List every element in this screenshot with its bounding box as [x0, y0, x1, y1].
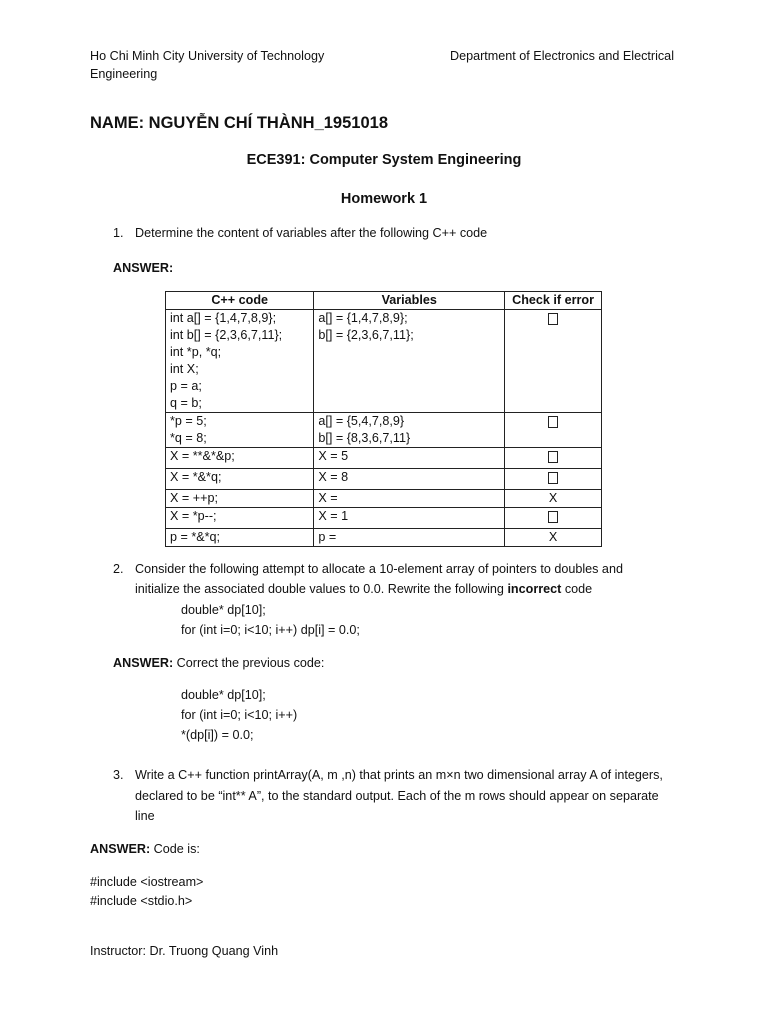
q2-code-line: double* dp[10]; [181, 603, 266, 617]
cell-variables [314, 469, 505, 490]
cell-check-error [505, 508, 602, 529]
cell-variables [314, 310, 505, 413]
cell-check-error [505, 310, 602, 413]
header-check-error: Check if error [505, 292, 602, 310]
cell-cpp-code [166, 413, 314, 448]
cell-variables [314, 529, 505, 547]
cell-variables [314, 508, 505, 529]
cell-check-error [505, 490, 602, 508]
cell-cpp-code [166, 529, 314, 547]
code-line: X = **&*&p; [170, 449, 235, 463]
q2-answer-code-line: *(dp[i]) = 0.0; [181, 728, 254, 742]
q2-text-incorrect: incorrect [507, 582, 562, 596]
table-header-row [166, 292, 602, 310]
table-row [166, 448, 602, 469]
q2-answer-label: ANSWER: [113, 656, 174, 670]
header-cpp-code: C++ code [166, 292, 314, 310]
code-line: int *p, *q; [170, 345, 222, 359]
cell-check-error [505, 469, 602, 490]
cell-cpp-code [166, 448, 314, 469]
q1-text: Determine the content of variables after the following C++ code [135, 226, 488, 240]
footer-instructor: Instructor: Dr. Truong Quang Vinh [90, 944, 279, 958]
cell-cpp-code [166, 469, 314, 490]
header-university: Ho Chi Minh City University of Technology [90, 49, 325, 63]
q3-number: 3. [113, 768, 124, 782]
variable-line: X = [318, 491, 338, 505]
code-line: int a[] = {1,4,7,8,9}; [170, 311, 277, 325]
empty-checkbox-icon [548, 416, 558, 428]
empty-checkbox-icon [548, 451, 558, 463]
empty-checkbox-icon [548, 511, 558, 523]
code-line: *p = 5; [170, 414, 207, 428]
empty-checkbox-icon [548, 313, 558, 325]
q2-answer-code-line: double* dp[10]; [181, 688, 266, 702]
table-row [166, 490, 602, 508]
cell-cpp-code [166, 508, 314, 529]
q1-answer-table [165, 291, 602, 547]
variable-line: X = 5 [318, 449, 349, 463]
cell-variables [314, 448, 505, 469]
table-row [166, 508, 602, 529]
cell-variables [314, 413, 505, 448]
variable-line: a[] = {5,4,7,8,9} [318, 414, 405, 428]
cell-check-error [505, 529, 602, 547]
q3-text-line: declared to be “int** A”, to the standard output. Each of the m rows should appear on separate [135, 789, 659, 803]
code-line: int X; [170, 362, 199, 376]
q3-text-line: line [135, 809, 155, 823]
q3-answer-text: Code is: [150, 842, 200, 856]
error-mark: X [548, 491, 558, 505]
code-line: X = ++p; [170, 491, 218, 505]
table-row [166, 413, 602, 448]
q2-text-suffix: code [561, 582, 593, 596]
code-line: p = a; [170, 379, 202, 393]
header-variables: Variables [314, 292, 505, 310]
code-line: p = *&*q; [170, 530, 221, 544]
table-row [166, 529, 602, 547]
q2-answer [113, 654, 324, 672]
variable-line: X = 8 [318, 470, 349, 484]
cell-cpp-code [166, 310, 314, 413]
cell-check-error [505, 413, 602, 448]
course-title: ECE391: Computer System Engineering [246, 152, 522, 168]
error-mark: X [548, 530, 558, 544]
q2-text-prefix: initialize the associated double values to 0.0. Rewrite the following [135, 582, 508, 596]
variable-line: X = 1 [318, 509, 349, 523]
variable-line: b[] = {2,3,6,7,11}; [318, 328, 414, 342]
table-row [166, 310, 602, 413]
q1-answer-label: ANSWER: [113, 261, 174, 275]
variable-line: a[] = {1,4,7,8,9}; [318, 311, 408, 325]
code-line: X = *p--; [170, 509, 217, 523]
header-department: Department of Electronics and Electrical [450, 49, 674, 63]
empty-checkbox-icon [548, 472, 558, 484]
q3-text-line: Write a C++ function printArray(A, m ,n) that prints an m×n two dimensional array A of integers, [135, 768, 663, 782]
code-line: q = b; [170, 396, 202, 410]
q3-answer-label: ANSWER: [90, 842, 151, 856]
q3-answer [90, 840, 200, 858]
q2-text-line2 [135, 580, 592, 598]
code-line: int b[] = {2,3,6,7,11}; [170, 328, 283, 342]
q2-answer-code-line: for (int i=0; i<10; i++) [181, 708, 298, 722]
variable-line: b[] = {8,3,6,7,11} [318, 431, 411, 445]
q2-answer-text: Correct the previous code: [173, 656, 325, 670]
header-department-wrap: Engineering [90, 67, 158, 81]
homework-title: Homework 1 [340, 191, 428, 207]
variable-line: p = [318, 530, 337, 544]
cell-variables [314, 490, 505, 508]
q2-number: 2. [113, 562, 124, 576]
q2-code-line: for (int i=0; i<10; i++) dp[i] = 0.0; [181, 623, 360, 637]
student-name: NAME: NGUYỄN CHÍ THÀNH_1951018 [90, 114, 388, 132]
q2-text-line1: Consider the following attempt to allocate a 10-element array of pointers to doubles and [135, 562, 623, 576]
q1-number: 1. [113, 226, 124, 240]
table-row [166, 469, 602, 490]
code-line: X = *&*q; [170, 470, 222, 484]
code-line: *q = 8; [170, 431, 207, 445]
q3-code-line: #include <iostream> [90, 875, 204, 889]
cell-cpp-code [166, 490, 314, 508]
q3-code-line: #include <stdio.h> [90, 894, 193, 908]
cell-check-error [505, 448, 602, 469]
